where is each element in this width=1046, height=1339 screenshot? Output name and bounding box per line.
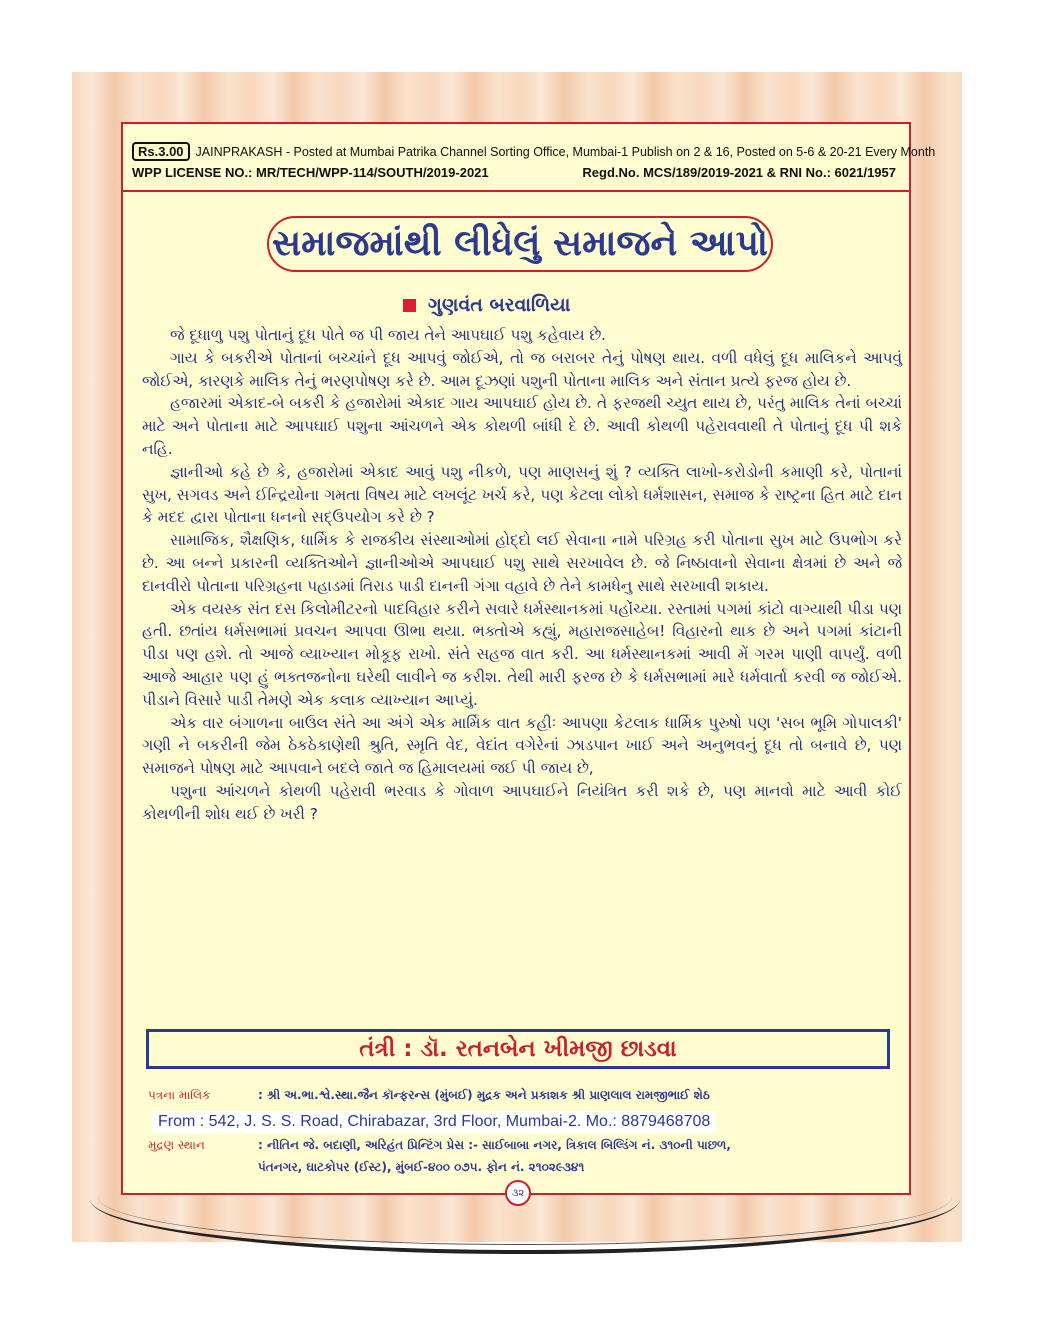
paragraph: સામાજિક, શૈક્ષણિક, ધાર્મિક કે રાજકીય સંસ્થાઓમાં હોદ્દો લઈ સેવાના નામે પરિગ્રહ કરી પોતાના સુખ માટે ઉપભોગ કરે છે. આ બન્ને પ્રકારની વ્યક્તિઓને જ્ઞાનીઓએ આપઘાઈ પશુ સાથે સરખાવેલ છે. જે નિષ્ઠાવાનો સેવાના ક્ષેત્રમાં છે અને જે દાનવીરો પોતાના પરિગ્રહના પહાડમાં તિરાડ પાડી દાનની ગંગા વહાવે છે તેને કામધેનુ સાથે સરખાવી શકાય.: [142, 531, 902, 595]
press-line: [148, 1138, 731, 1153]
postal-header: [132, 142, 936, 162]
author-name: ગુણવંત બરવાળિયા: [428, 294, 571, 316]
paragraph: એક વયસ્ક સંત દસ કિલોમીટરનો પાદવિહાર કરીને સવારે ધર્મસ્થાનકમાં પહોંચ્યા. રસ્તામાં પગમાં કાંટો વાગ્યાથી પીડા પણ હતી. છતાંય ધર્મસભામાં પ્રવચન આપવા ઊભા થયા. ભક્તોએ કહ્યું, મહારાજસાહેબ! વિહારનો થાક છે અને પગમાં કાંટાની પીડા પણ હશે. તો આજે વ્યાખ્યાન મોકૂફ રાખો. સંતે સહજ વાત કરી. આ ધર્મસ્થાનકમાં આવી મેં ગરમ પાણી વાપર્યું. વળી આજે આહાર પણ હું ભક્તજનોના ઘરેથી લાવીને જ કરીશ. તેથી મારી ફરજ છે કે ધર્મસભામાં મારે ધર્મવાર્તા કરવી જ જોઈએ. પીડાને વિસારે પાડી તેમણે એક કલાક વ્યાખ્યાન આપ્યું.: [142, 599, 902, 709]
paragraph: ગાય કે બકરીએ પોતાનાં બચ્ચાંને દૂધ આપવું જોઈએ, તો જ બરાબર તેનું પોષણ થાય. વળી વધેલું દૂધ માલિકને આપવું જોઈએ, કારણકે માલિક તેનું ભરણપોષણ કરે છે. આમ દૂઝણાં પશુની પોતાના માલિક અને સંતાન પ્રત્યે ફરજ હોય છે.: [142, 348, 902, 390]
owner-line: [148, 1088, 710, 1103]
owner-value: : શ્રી અ.ભા.શ્વે.સ્થા.જૈન કૉન્ફરન્સ (મુંબઈ) મુદ્રક અને પ્રકાશક શ્રી પ્રાણલાલ રામજીભાઈ શેઠ: [258, 1088, 710, 1102]
page-number: ૩૨: [505, 1180, 531, 1206]
article-title: સમાજમાંથી લીધેલું સમાજને આપો: [267, 216, 773, 272]
registration-number: Regd.No. MCS/189/2019-2021 & RNI No.: 6021/1957: [582, 165, 896, 180]
license-number: WPP LICENSE NO.: MR/TECH/WPP-114/SOUTH/2019-2021: [132, 165, 489, 180]
owner-label: પત્રના માલિક: [148, 1088, 211, 1102]
press-label: મુદ્રણ સ્થાન: [148, 1138, 205, 1152]
article-author: [403, 292, 570, 318]
square-bullet-icon: [403, 299, 416, 312]
paragraph: એક વાર બંગાળના બાઉલ સંતે આ અંગે એક માર્મિક વાત કહીઃ આપણા કેટલાક ધાર્મિક પુરુષો પણ 'સબ ભૂમિ ગોપાલકી' ગણી ને બકરીની જેમ ઠેકઠેકાણેથી શ્રુતિ, સ્મૃતિ વેદ, વેદાંત વગેરેનાં ઝાડપાન ખાઈ અને અનુભવનું દૂધ તો બનાવે છે, પણ સમાજને પોષણ માટે આપવાને બદલે જાતે જ હિમાલયમાં જઈ પી જાય છે,: [142, 713, 902, 778]
press-value-1: : નીતિન જે. બદાણી, અરિહંત પ્રિન્ટિંગ પ્રેસ :- સાઈબાબા નગર, ત્રિકાલ બિલ્ડિંગ નં. ૩૧૦ની પાછળ,: [258, 1138, 731, 1152]
license-header: [132, 165, 902, 185]
postal-line: JAINPRAKASH - Posted at Mumbai Patrika Channel Sorting Office, Mumbai-1 Publish on 2 & 16, Posted on 5-6 & 20-21 Every Month: [195, 145, 936, 159]
from-address: From : 542, J. S. S. Road, Chirabazar, 3rd Floor, Mumbai-2. Mo.: 8879468708: [152, 1111, 716, 1133]
editor-box: તંત્રી : ડૉ. રતનબેન ખીમજી છાડવા: [146, 1029, 890, 1069]
press-value-2: પંતનગર, ઘાટકોપર (ઈસ્ટ), મુંબઈ-૪૦૦ ૦૭૫. ફોન નં. ૨૧૦૨૯૩૪૧: [258, 1160, 585, 1174]
header-divider: [123, 190, 909, 192]
paragraph: જ્ઞાનીઓ કહે છે કે, હજારોમાં એકાદ આવું પશુ નીકળે, પણ માણસનું શું ? વ્યક્તિ લાખો-કરોડોની કમાણી કરે, પોતાનાં સુખ, સગવડ અને ઈન્દ્રિયોના ગમતા વિષય માટે લખલૂંટ ખર્ચ કરે, પણ કેટલા લોકો ધર્મશાસન, સમાજ કે રાષ્ટ્રના હિત માટે દાન કે મદદ દ્વારા પોતાના ધનનો સદ્ઉપયોગ કરે છે ?: [142, 462, 902, 527]
paragraph: હજારમાં એકાદ-બે બકરી કે હજારોમાં એકાદ ગાય આપઘાઈ હોય છે. તે ફરજથી ચ્યુત થાય છે, પરંતુ માલિક તેનાં બચ્ચાં માટે અને પોતાના માટે આપઘાઈ પશુના આંચળને એક કોથળી બાંધી દે છે. આવી કોથળી પહેરાવવાથી તે પોતાનું દૂધ પી શકે નહિ.: [142, 394, 902, 458]
paragraph: જે દૂધાળુ પશુ પોતાનું દૂધ પોતે જ પી જાય તેને આપઘાઈ પશુ કહેવાય છે.: [170, 326, 607, 344]
price-badge: Rs.3.00: [132, 142, 190, 161]
press-line-2: [258, 1160, 584, 1175]
article-body: [142, 324, 902, 826]
paragraph: પશુના આંચળને કોથળી પહેરાવી ભરવાડ કે ગોવાળ આપઘાઈને નિયંત્રિત કરી શકે છે, પણ માનવો માટે આવી કોઈ કોથળીની શોધ થઈ છે ખરી ?: [142, 781, 902, 823]
